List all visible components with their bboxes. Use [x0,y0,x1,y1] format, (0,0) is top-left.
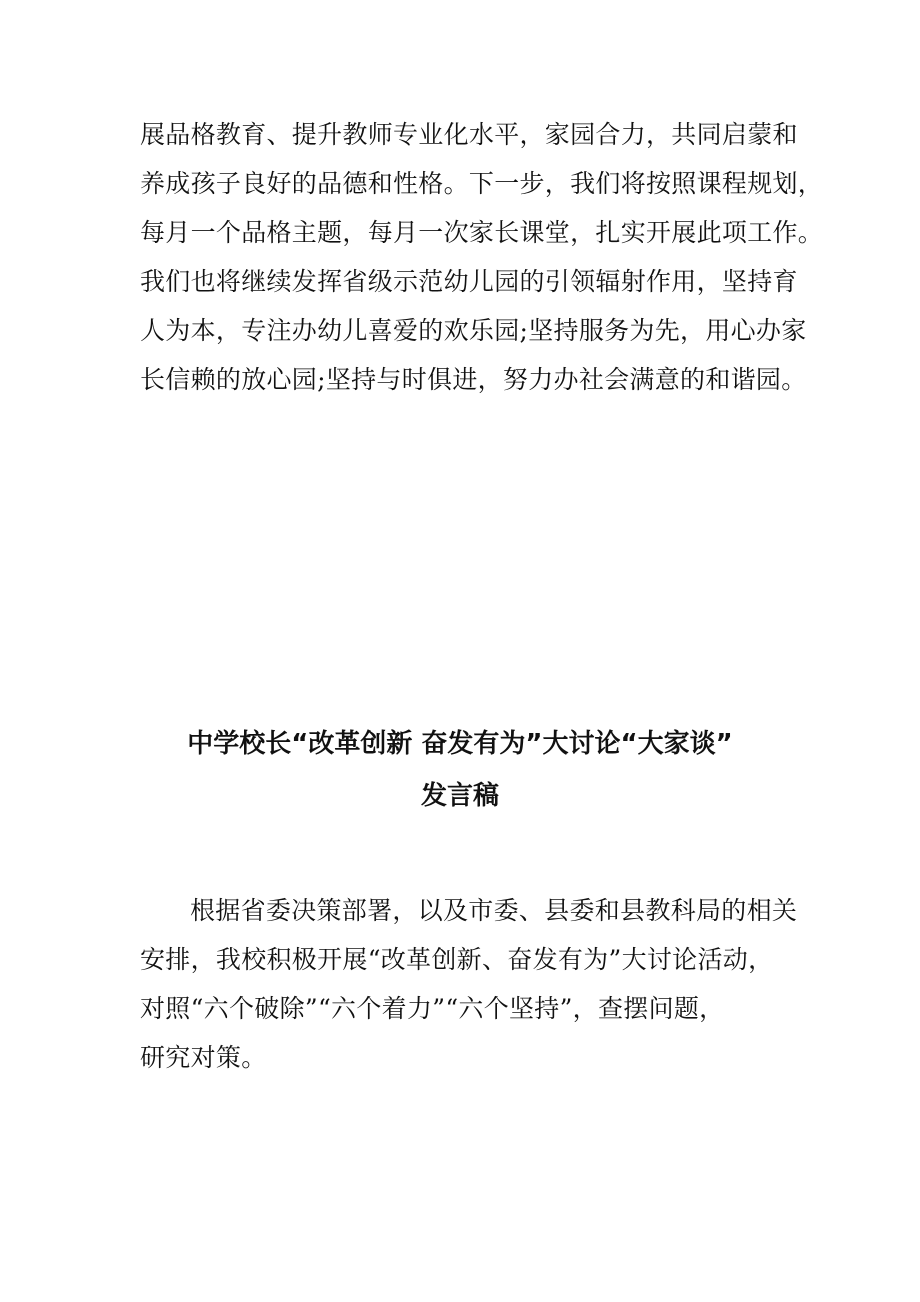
title-line: 中学校长“改革创新 奋发有为”大讨论“大家谈” [187,729,733,759]
paragraph-line: 养成孩子良好的品德和性格。下一步，我们将按照课程规划， [140,169,824,198]
paragraph-line: 安排，我校积极开展“改革创新、奋发有为”大讨论活动， [140,945,774,974]
title-line: 发言稿 [420,781,499,811]
paragraph-line: 长信赖的放心园;坚持与时俱进，努力办社会满意的和谐园。 [140,365,807,394]
paragraph-line: 根据省委决策部署，以及市委、县委和县教科局的相关 [190,896,798,925]
paragraph-line: 我们也将继续发挥省级示范幼儿园的引领辐射作用，坚持育 [140,267,798,296]
paragraph-line: 研究对策。 [140,1043,267,1072]
paragraph-line: 人为本，专注办幼儿喜爱的欢乐园;坚持服务为先，用心办家 [140,316,807,345]
paragraph-line: 对照“六个破除”“六个着力”“六个坚持”，查摆问题， [140,994,725,1023]
body-paragraph-continuation [140,110,824,404]
body-paragraph-intro [140,886,798,1082]
paragraph-line: 展品格教育、提升教师专业化水平，家园合力，共同启蒙和 [140,120,798,149]
document-title [120,718,800,822]
paragraph-line: 每月一个品格主题，每月一次家长课堂，扎实开展此项工作。 [140,218,824,247]
